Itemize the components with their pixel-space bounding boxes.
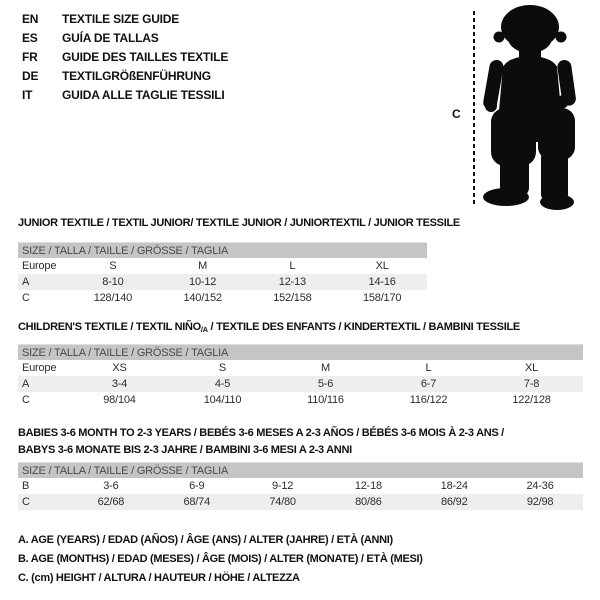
height-cell: 116/122 <box>409 394 448 406</box>
size-cell: S <box>109 260 117 272</box>
row-label: Europe <box>22 260 57 272</box>
children-section-title <box>18 319 520 338</box>
height-cell: 92/98 <box>526 496 554 508</box>
language-row-en <box>22 10 228 29</box>
age-cell: 8-10 <box>102 276 124 288</box>
babies-section-title <box>18 425 504 459</box>
language-row-es <box>22 29 228 48</box>
table-row-height <box>18 392 583 408</box>
language-code: DE <box>22 69 39 83</box>
row-label: C <box>22 496 30 508</box>
size-table-header: SIZE / TALLA / TAILLE / GRÖSSE / TAGLIA <box>18 462 583 478</box>
age-cell: 9-12 <box>271 480 294 492</box>
size-table-header: SIZE / TALLA / TAILLE / GRÖSSE / TAGLIA <box>18 344 583 360</box>
legend-notes <box>18 531 423 588</box>
language-row-de <box>22 67 228 86</box>
height-cell: 110/116 <box>307 394 344 406</box>
size-cell: XL <box>375 260 389 272</box>
height-cell: 86/92 <box>440 496 468 508</box>
babies-size-table <box>18 462 583 510</box>
age-cell: 6-7 <box>420 378 437 390</box>
language-title: TEXTILE SIZE GUIDE <box>62 12 180 26</box>
language-row-it <box>22 86 228 105</box>
age-cell: 14-16 <box>368 276 396 288</box>
row-label: A <box>22 276 30 288</box>
age-cell: 6-9 <box>189 480 205 492</box>
language-code: EN <box>22 12 39 26</box>
height-cell: 62/68 <box>97 496 125 508</box>
age-cell: 12-13 <box>278 276 306 288</box>
height-cell: 140/152 <box>183 292 222 304</box>
height-cell: 74/80 <box>269 496 296 508</box>
table-row-europe <box>18 360 583 376</box>
size-cell: M <box>321 362 330 374</box>
age-cell: 24-36 <box>526 480 554 492</box>
size-cell: S <box>218 362 227 374</box>
language-title: GUIDA ALLE TAGLIE TESSILI <box>62 88 225 102</box>
row-label: Europe <box>22 362 57 374</box>
age-cell: 7-8 <box>523 378 540 390</box>
row-label: B <box>22 480 30 492</box>
age-cell: 18-24 <box>440 480 468 492</box>
age-cell: 3-6 <box>103 480 119 492</box>
height-cell: 152/158 <box>273 292 312 304</box>
size-table-header: SIZE / TALLA / TAILLE / GRÖSSE / TAGLIA <box>18 242 427 258</box>
age-cell: 5-6 <box>317 378 334 390</box>
age-cell: 3-4 <box>111 378 128 390</box>
size-cell: M <box>198 260 208 272</box>
row-label: C <box>22 292 30 304</box>
height-measure-dotted-line <box>473 11 475 206</box>
children-title-subscript: /A <box>200 325 208 334</box>
junior-section-title: JUNIOR TEXTILE / TEXTIL JUNIOR/ TEXTILE JUNIOR / JUNIORTEXTIL / JUNIOR TESSILE <box>18 217 460 229</box>
size-cell: L <box>425 362 432 374</box>
language-row-fr <box>22 48 228 67</box>
junior-size-table <box>18 242 427 306</box>
table-row-age <box>18 376 583 392</box>
note-age-months: B. AGE (MONTHS) / EDAD (MESES) / ÂGE (MOIS) / ALTER (MONATE) / ETÀ (MESI) <box>18 553 423 565</box>
language-list <box>22 10 228 105</box>
language-title: GUIDE DES TAILLES TEXTILE <box>62 50 229 64</box>
babies-title-line1: BABIES 3-6 MONTH TO 2-3 YEARS / BEBÉS 3-6 MESES A 2-3 AÑOS / BÉBÉS 3-6 MOIS À 2-3 ANS / <box>18 427 504 439</box>
height-cell: 104/110 <box>203 394 242 406</box>
note-age-years: A. AGE (YEARS) / EDAD (AÑOS) / ÂGE (ANS) / ALTER (JAHRE) / ETÀ (ANNI) <box>18 534 393 546</box>
note-height-cm: C. (cm) HEIGHT / ALTURA / HAUTEUR / HÖHE / ALTEZZA <box>18 572 300 584</box>
age-cell: 10-12 <box>189 276 217 288</box>
table-row-age-months <box>18 478 583 494</box>
height-cell: 128/140 <box>93 292 133 304</box>
height-cell: 158/170 <box>362 292 402 304</box>
height-cell: 68/74 <box>183 496 210 508</box>
baby-silhouette <box>478 4 582 212</box>
size-cell: L <box>289 260 296 272</box>
language-code: FR <box>22 50 38 64</box>
size-cell: XS <box>112 362 127 374</box>
height-cell: 80/86 <box>355 496 382 508</box>
children-title-pre: CHILDREN'S TEXTILE / TEXTIL NIÑO <box>18 321 201 333</box>
table-row-height <box>18 290 427 306</box>
age-cell: 4-5 <box>214 378 231 390</box>
height-cell: 98/104 <box>103 394 136 406</box>
language-title: GUÍA DE TALLAS <box>62 31 159 45</box>
row-label: A <box>22 378 30 390</box>
table-row-age <box>18 274 427 290</box>
babies-title-line2: BABYS 3-6 MONATE BIS 2-3 JAHRE / BAMBINI 3-6 MESI A 2-3 ANNI <box>18 444 352 456</box>
children-title-post: / TEXTILE DES ENFANTS / KINDERTEXTIL / BAMBINI TESSILE <box>207 321 520 333</box>
height-measure-label: C <box>452 107 461 121</box>
children-size-table <box>18 344 583 408</box>
table-row-europe <box>18 258 427 274</box>
height-cell: 122/128 <box>512 394 551 406</box>
language-title: TEXTILGRÖßENFÜHRUNG <box>62 69 211 83</box>
size-cell: XL <box>524 362 539 374</box>
row-label: C <box>22 394 30 406</box>
language-code: ES <box>22 31 38 45</box>
language-code: IT <box>22 88 33 102</box>
table-row-height <box>18 494 583 510</box>
age-cell: 12-18 <box>354 480 382 492</box>
